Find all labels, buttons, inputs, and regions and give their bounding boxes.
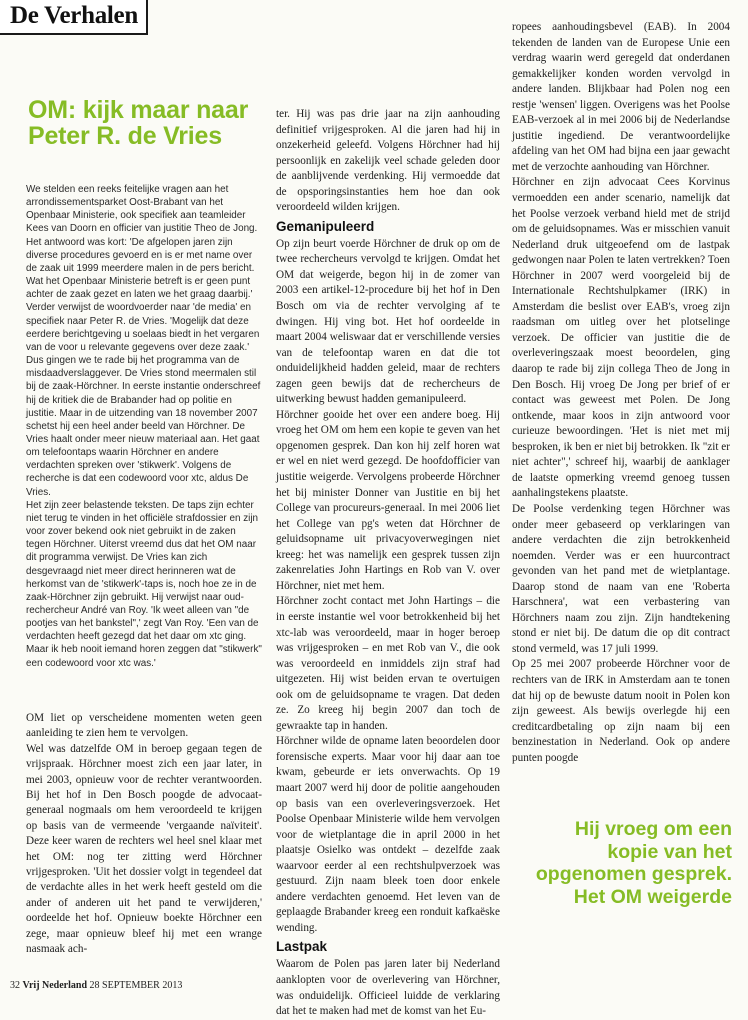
body-paragraph: ter. Hij was pas drie jaar na zijn aanhouding definitief vrijgesproken. Al die jaren had hij in onzekerheid geleefd. Volgens Hörchner had hij persoonlijk en zakelijk veel schade geleden door de aanblijvende verdenking. Hij vermoedde dat de opsporingsinstanties hem hoe dan ook veroordeeld wilden krijgen.: [276, 108, 500, 214]
pull-quote: Hij vroeg om een kopie van het opgenomen gesprek. Het OM weigerde: [535, 818, 732, 908]
body-paragraph: Hörchner zocht contact met John Hartings – die in eerste instantie wel voor betrokkenheid bij het xtc-lab was veroordeeld, maar in hoger beroep was vrijgesproken – en met Rob van V., die ook was veroordeeld en inmiddels zijn straf had uitgezeten. Hij wist beiden ervan te overtuigen ook om de geluidsopname te vragen. Dat deden ze. Zo kreeg hij begin 2007 dan toch de gewraakte tap in handen.: [276, 595, 500, 732]
page-number: 32: [10, 980, 20, 991]
sidebar-paragraph: Het zijn zeer belastende teksten. De taps zijn echter niet terug te vinden in het officiële strafdossier en zijn voor zover bekend ook niet gebruikt in de zaken tegen Hörchner. Uiterst vreemd dus dat het OM naar dit programma verwijst. De Vries kan zich desgevraagd niet meer direct herinneren wat de herkomst van de 'stikwerk'-taps is, noch hoe ze in de zaak-Hörchner zijn gebruikt. Hij verwijst naar oud-rechercheur André van Roy. 'Ik weet alleen van "de pootjes van het bankstel",' zegt Van Roy. 'Een van de verdachten heeft gezegd dat het daar om xtc ging. Maar ik heb nooit iemand horen zeggen dat "stikwerk" een codewoord voor xtc was.': [26, 499, 262, 669]
body-paragraph: Hörchner wilde de opname laten beoordelen door forensische experts. Maar voor hij daar aan toe kwam, gebeurde er iets onverwachts. Op 19 maart 2007 werd hij door de politie aangehouden op basis van een overleveringsverzoek. Het Poolse Openbaar Ministerie wilde hem vervolgen voor de wietplantage die in april 2000 in het plaatsje Osielko was ontdekt – dezelfde zaak waarvoor eerder al een rechtshulpverzoek was gestuurd. Zijn naam bleek toen door enkele andere verdachten genoemd. Het leven van de geplaagde Brabander kreeg een ronduit kafkaëske wending.: [276, 735, 500, 934]
issue-date: 28 SEPTEMBER 2013: [89, 980, 183, 991]
subheading-gemanipuleerd: Gemanipuleerd: [276, 218, 375, 234]
sidebar-paragraph: Dus gingen we te rade bij het programma van de misdaadverslaggever. De Vries stond meermalen stil bij de zaak-Hörchner. In eerste instantie onderschreef hij de kritiek die de Brabander had op politie en justitie. Maar in de uitzending van 18 november 2007 schetst hij een heel ander beeld van Hörchner. De Vries haalt onder meer nieuw materiaal aan. Het gaat om telefoontaps waarin Hörchner en andere verdachten spreken over 'stikwerk'. Volgens de recherche is dat een codewoord voor xtc, aldus De Vries.: [26, 355, 261, 498]
column-2-body: [276, 107, 500, 1020]
magazine-name: Vrij Nederland: [22, 980, 88, 991]
body-paragraph: Hörchner en zijn advocaat Cees Korvinus vermoedden een ander scenario, namelijk dat het Poolse verzoek verband hield met de strijd om de geluidsopnames. Was er misschien vanuit Nederland druk uitgeoefend om de lastpak gedwongen naar Polen te laten vertrekken? Toen Hörchner in 2007 werd voorgeleid bij de Internationale Rechtshulpkamer (IRK) in Amsterdam die beslist over EAB's, vroeg zijn raadsman om uitleg over het plotselinge verzoek. De officier van justitie die de overleveringszaak moest beoordelen, ging daarop te rade bij zijn collega Theo de Jong in Den Bosch. Hij vroeg De Jong per brief of er contact was geweest met Polen. De Jong ontkende, maar koos in zijn antwoord voor curieuze bewoordingen. 'Het is niet met mij besproken, ik ben er niet bij betrokken. Ik "zit er niet achter",' schreef hij, waarbij de aanklager de laatste opmerking vreemd genoeg tussen aanhalingstekens plaatste.: [512, 176, 730, 500]
sidebar-box: [26, 183, 262, 670]
body-paragraph: Op 25 mei 2007 probeerde Hörchner voor de rechters van de IRK in Amsterdam aan te tonen dat hij op de bewuste datum nooit in Polen kon zijn geweest. Als bewijs overlegde hij een creditcardbetaling op zijn naam bij een benzinestation in Nederland. Ook op andere punten poogde: [512, 658, 730, 764]
body-paragraph: Hörchner gooide het over een andere boeg. Hij vroeg het OM om hem een kopie te geven van het opgenomen gesprek. Dan kon hij zelf horen wat er wel en niet werd gezegd. De hoofdofficier van justitie weigerde. Vervolgens probeerde Hörchner het bij minister Donner van Justitie en bij het College van procureurs-generaal. In mei 2006 liet het College van pg's weten dat Hörchner de geluidsopname uit privacyoverwegingen niet kreeg: het was namelijk een gesprek tussen zijn zakenrelaties John Hartings en Rob van V. over Hörchner, niet met hem.: [276, 408, 500, 592]
column-3-body: [512, 20, 730, 766]
section-tag: De Verhalen: [0, 0, 148, 35]
sidebar-title: OM: kijk maar naar Peter R. de Vries: [28, 96, 249, 150]
body-paragraph: OM liet op verscheidene momenten weten geen aanleiding te zien hem te vervolgen.: [26, 712, 262, 740]
page-footer: [10, 980, 182, 991]
body-paragraph: Wel was datzelfde OM in beroep gegaan tegen de vrijspraak. Hörchner moest zich een jaar later, in mei 2003, opnieuw voor de rechter verantwoorden. Bij het hof in Den Bosch poogde de advocaat-generaal nogmaals om hem veroordeeld te krijgen op basis van de vermeende 'vergaande naïviteit'. Deze keer waren de rechters wel heel snel klaar met het OM: nog ter zitting werd Hörchner vrijgesproken. 'Uit het dossier volgt in tegendeel dat de verdachte alles in het werk heeft gesteld om die ander of anderen uit het pand te verwijderen,' oordeelde het hof. Opnieuw boekte Hörchner een zege, maar opnieuw bleef hij met een wrange nasmaak ach-: [26, 742, 262, 956]
body-paragraph: ropees aanhoudingsbevel (EAB). In 2004 tekenden de landen van de Europese Unie een verdrag waarin werd geregeld dat onderdanen gemakkelijker konden worden vervolgd in andere landen. Blijkbaar had Polen nog een restje 'wensen' liggen. Overigens was het Poolse EAB-verzoek al in mei 2006 bij de Nederlandse justitie ingediend. De verantwoordelijke afdeling van het OM had bijna een jaar gewacht met de verzochte aanhouding van Hörchner.: [512, 21, 730, 173]
subheading-lastpak: Lastpak: [276, 939, 328, 955]
body-paragraph: De Poolse verdenking tegen Hörchner was onder meer gebaseerd op verklaringen van andere verdachten die zijn betrokkenheid noemden. Verder was er een huurcontract gevonden van het pand met de wietplantage. Daarop stond de naam van ene 'Roberta Harschnera', wat een verbastering van Hörchners naam zou zijn. Zijn handtekening stond er niet bij. De datum die op dit contract stond vermeld, was 17 juli 1999.: [512, 502, 730, 655]
body-paragraph: Op zijn beurt voerde Hörchner de druk op om de twee rechercheurs vervolgd te krijgen. Omdat het OM dat weigerde, begon hij in de zomer van 2003 een artikel-12-procedure bij het hof in Den Bosch om via de rechter vervolging af te dwingen. Hij ving bot. Het hof oordeelde in maart 2004 weliswaar dat er verschillende versies van de telefoontap waren en dat die tot onduidelijkheid hadden geleid, maar de rechters zagen geen bewijs dat de rechercheurs de uitwerking bewust hadden gemanipuleerd.: [276, 237, 500, 406]
column-1-body: [26, 711, 262, 958]
sidebar-paragraph: We stelden een reeks feitelijke vragen aan het arrondissementsparket Oost-Brabant van het Openbaar Ministerie, ook specifiek aan teamleider Kees van Doorn en officier van justitie Theo de Jong. Het antwoord was kort: 'De afgelopen jaren zijn diverse procedures gevoerd en is er met name over de zaak uit 1999 meerdere malen in de pers bericht. Wat het Openbaar Ministerie betreft is er geen punt achter de zaak gezet en laten we het graag daarbij.' Verder verwijst de woordvoerder naar 'de media' en specifiek naar Peter R. de Vries. 'Mogelijk dat deze eerdere berichtgeving u soelaas biedt in het vergaren van de voor u relevante gegevens over deze zaak.': [26, 184, 260, 353]
body-paragraph: Waarom de Polen pas jaren later bij Nederland aanklopten voor de overlevering van Hörchner, was onduidelijk. Officieel luidde de verklaring dat het te maken had met de komst van het Eu-: [276, 958, 500, 1018]
